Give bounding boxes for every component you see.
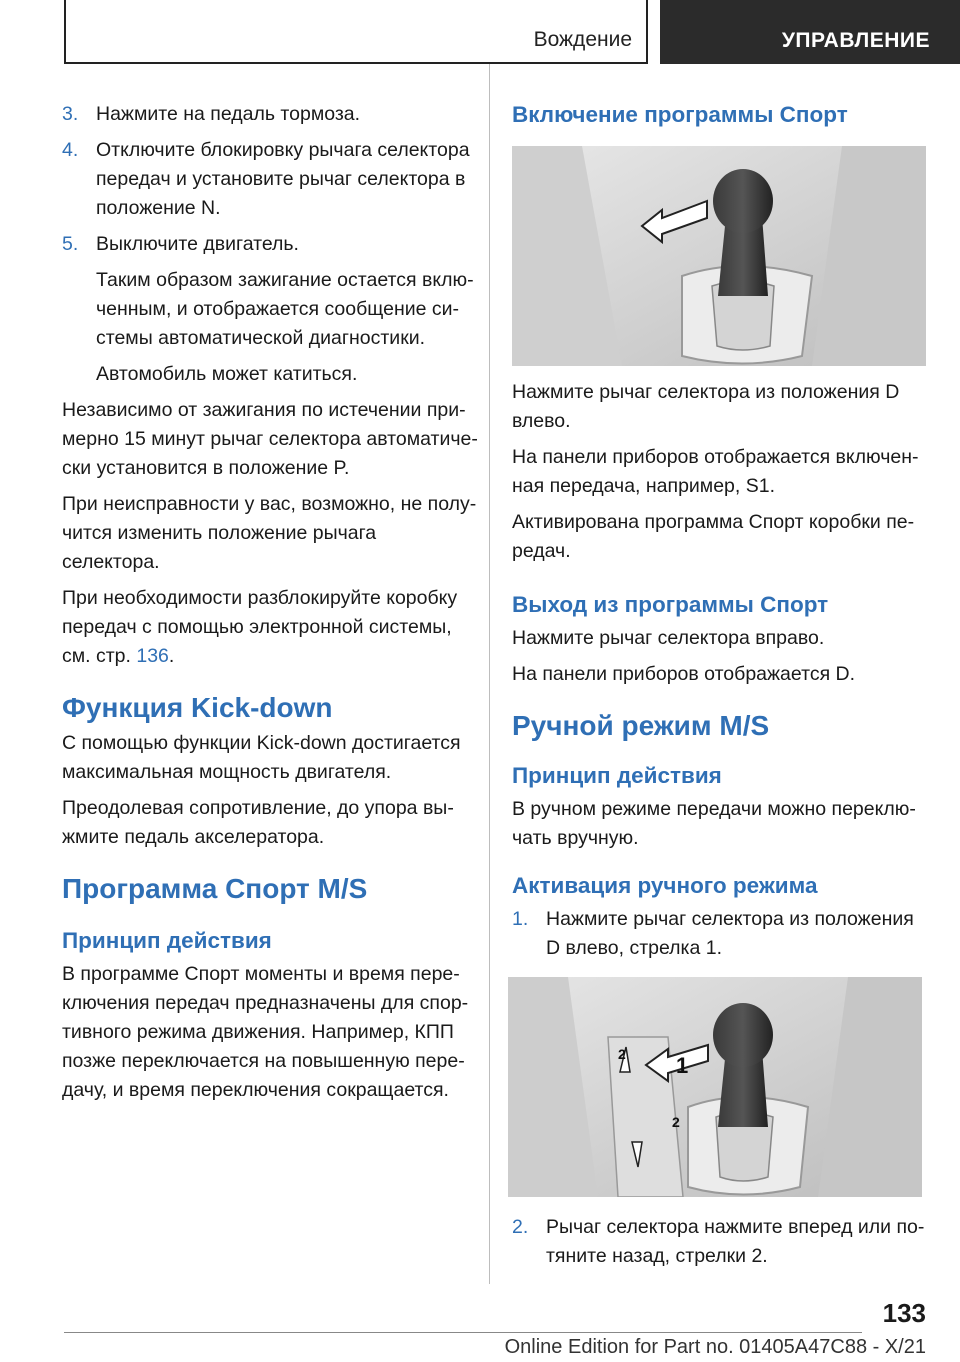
paragraph-manual-principle: В ручном режиме передачи можно переклю-чать вручную. <box>512 798 916 849</box>
paragraph-kick-down-1: С помощью функции Kick-down достигается максимальная мощность двигателя. <box>62 732 461 783</box>
column-divider <box>489 64 490 1284</box>
page-number: 133 <box>882 1298 926 1328</box>
header-section-box <box>64 0 648 64</box>
heading-kick-down: Функция Kick-down <box>62 692 333 723</box>
manual-step-2 <box>512 1213 928 1271</box>
heading-manual-mode: Ручной режим M/S <box>512 710 770 741</box>
step-text: Нажмите рычаг селектора из положения D влево, стрелка 1. <box>546 908 914 959</box>
step-5-note-rolling: Автомобиль может катиться. <box>96 363 358 385</box>
step-4 <box>62 136 478 223</box>
footer-rule <box>64 1332 862 1333</box>
step-5 <box>62 230 478 259</box>
step-number: 3. <box>62 103 79 125</box>
paragraph-unlock-end: . <box>168 645 175 667</box>
arrow-2-label-top: 2 <box>618 1046 626 1062</box>
arrow-2-label-bottom: 2 <box>672 1114 680 1130</box>
paragraph-sport-on-2: На панели приборов отображается включен-ная передача, например, S1. <box>512 446 919 497</box>
paragraph-sport-off-1: Нажмите рычаг селектора вправо. <box>512 627 825 649</box>
selector-lever-illustration <box>512 146 926 366</box>
step-number: 5. <box>62 233 79 255</box>
paragraph-sport-on-1: Нажмите рычаг селектора из положения D влево. <box>512 381 900 432</box>
paragraph-principle: В программе Спорт моменты и время пере-ключения передач предназначены для спор-тивного режима движения. Например, КПП позже переключается на повышенную пере-дачу, и время переключения сокращается. <box>62 963 469 1101</box>
step-text: Нажмите на педаль тормоза. <box>96 103 361 125</box>
left-column <box>62 100 478 1112</box>
paragraph-auto-park: Независимо от зажигания по истечении при-мерно 15 минут рычаг селектора автоматиче-ски установится в положение P. <box>62 399 478 479</box>
step-number: 4. <box>62 139 79 161</box>
step-3 <box>62 100 478 129</box>
paragraph-sport-off-2: На панели приборов отображается D. <box>512 663 856 685</box>
page-reference-link[interactable]: 136 <box>136 645 169 667</box>
heading-sport-on: Включение программы Спорт <box>512 102 848 127</box>
figure-manual-mode <box>508 977 922 1197</box>
step-text: Отключите блокировку рычага селектора передач и установите рычаг селектора в положение N. <box>96 139 470 219</box>
paragraph-unlock <box>62 584 478 671</box>
arrow-1-label: 1 <box>676 1053 689 1078</box>
figure-selector-lever-left <box>512 146 926 366</box>
step-5-note-ignition: Таким образом зажигание остается вклю-ченным, и отображается сообщение си-стемы автоматической диагностики. <box>96 269 474 349</box>
step-number: 1. <box>512 908 529 930</box>
paragraph-unlock-text: При необходимости разблокируйте коробку передач с помощью электронной системы, см. стр. <box>62 587 458 667</box>
chapter-title: УПРАВЛЕНИЕ <box>781 29 930 52</box>
paragraph-sport-on-3: Активирована программа Спорт коробки пе-редач. <box>512 511 915 562</box>
manual-step-1 <box>512 905 928 963</box>
edition-info: Online Edition for Part no. 01405A47C88 - X/21 <box>504 1336 926 1358</box>
paragraph-malfunction: При неисправности у вас, возможно, не полу-чится изменить положение рычага селектора. <box>62 493 477 573</box>
step-number: 2. <box>512 1216 529 1238</box>
heading-manual-principle: Принцип действия <box>512 763 722 788</box>
heading-principle: Принцип действия <box>62 928 272 953</box>
step-text: Рычаг селектора нажмите вперед или по-тяните назад, стрелки 2. <box>546 1216 925 1267</box>
header-chapter-box <box>660 0 960 64</box>
step-text: Выключите двигатель. <box>96 233 299 255</box>
heading-sport-off: Выход из программы Спорт <box>512 592 829 617</box>
heading-activation: Активация ручного режима <box>512 873 818 898</box>
paragraph-kick-down-2: Преодолевая сопротивление, до упора вы-жмите педаль акселератора. <box>62 797 454 848</box>
section-title: Вождение <box>533 28 632 51</box>
right-column <box>512 100 928 1278</box>
manual-mode-illustration <box>508 977 922 1197</box>
heading-sport-program: Программа Спорт M/S <box>62 873 368 904</box>
